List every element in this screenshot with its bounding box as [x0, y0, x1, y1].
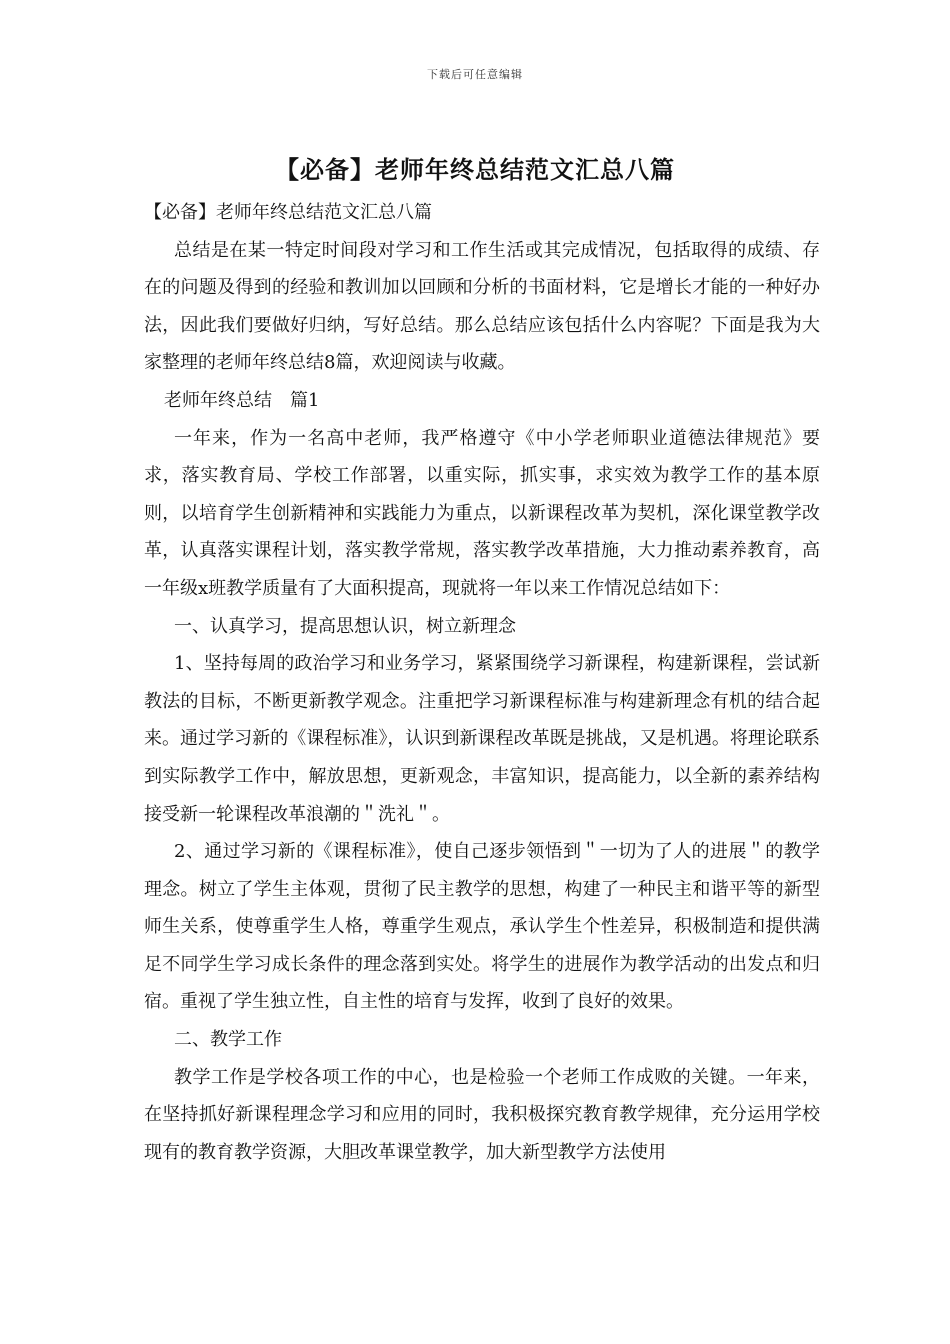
- section-heading: 一、认真学习，提高思想认识，树立新理念: [174, 615, 516, 637]
- body-paragraph: 1、坚持每周的政治学习和业务学习，紧紧围绕学习新课程，构建新课程，尝试新教法的目标，不断更新教学观念。注重把学习新课程标准与构建新理念有机的结合起来。通过学习新的《课程标准》，认识到新课程改革既是挑战，又是机遇。将理论联系到实际教学工作中，解放思想，更新观念，丰富知识，提高能力，以全新的素养结构接受新一轮课程改革浪潮的＂洗礼＂。: [144, 653, 820, 825]
- document-title: 【必备】老师年终总结范文汇总八篇: [275, 155, 675, 184]
- body-paragraph: 一年来，作为一名高中老师，我严格遵守《中小学老师职业道德法律规范》要求，落实教育局、学校工作部署，以重实际，抓实事，求实效为教学工作的基本原则，以培育学生创新精神和实践能力为重点，以新课程改革为契机，深化课堂教学改革，认真落实课程计划，落实教学常规，落实教学改革措施，大力推动素养教育，高一年级x班教学质量有了大面积提高，现就将一年以来工作情况总结如下：: [144, 427, 820, 599]
- body-paragraph: 教学工作是学校各项工作的中心，也是检验一个老师工作成败的关键。一年来，在坚持抓好新课程理念学习和应用的同时，我积极探究教育教学规律，充分运用学校现有的教育教学资源，大胆改革课堂教学，加大新型教学方法使用: [144, 1066, 820, 1163]
- subtitle-line: 【必备】老师年终总结范文汇总八篇: [144, 202, 432, 223]
- intro-paragraph: 总结是在某一特定时间段对学习和工作生活或其完成情况，包括取得的成绩、存在的问题及得到的经验和教训加以回顾和分析的书面材料，它是增长才能的一种好办法，因此我们要做好归纳，写好总结。那么总结应该包括什么内容呢？下面是我为大家整理的老师年终总结8篇，欢迎阅读与收藏。: [144, 239, 820, 374]
- section-heading: 二、教学工作: [174, 1029, 282, 1051]
- header-note: 下载后可任意编辑: [427, 68, 523, 81]
- section-heading-part1: 老师年终总结 篇1: [164, 389, 320, 411]
- body-paragraph: 2、通过学习新的《课程标准》，使自己逐步领悟到＂一切为了人的进展＂的教学理念。树立了学生主体观，贯彻了民主教学的思想，构建了一种民主和谐平等的新型师生关系，使尊重学生人格，尊重学生观点，承认学生个性差异，积极制造和提供满足不同学生学习成长条件的理念落到实处。将学生的进展作为教学活动的出发点和归宿。重视了学生独立性，自主性的培育与发挥，收到了良好的效果。: [144, 841, 820, 1013]
- document-body: [144, 194, 820, 1171]
